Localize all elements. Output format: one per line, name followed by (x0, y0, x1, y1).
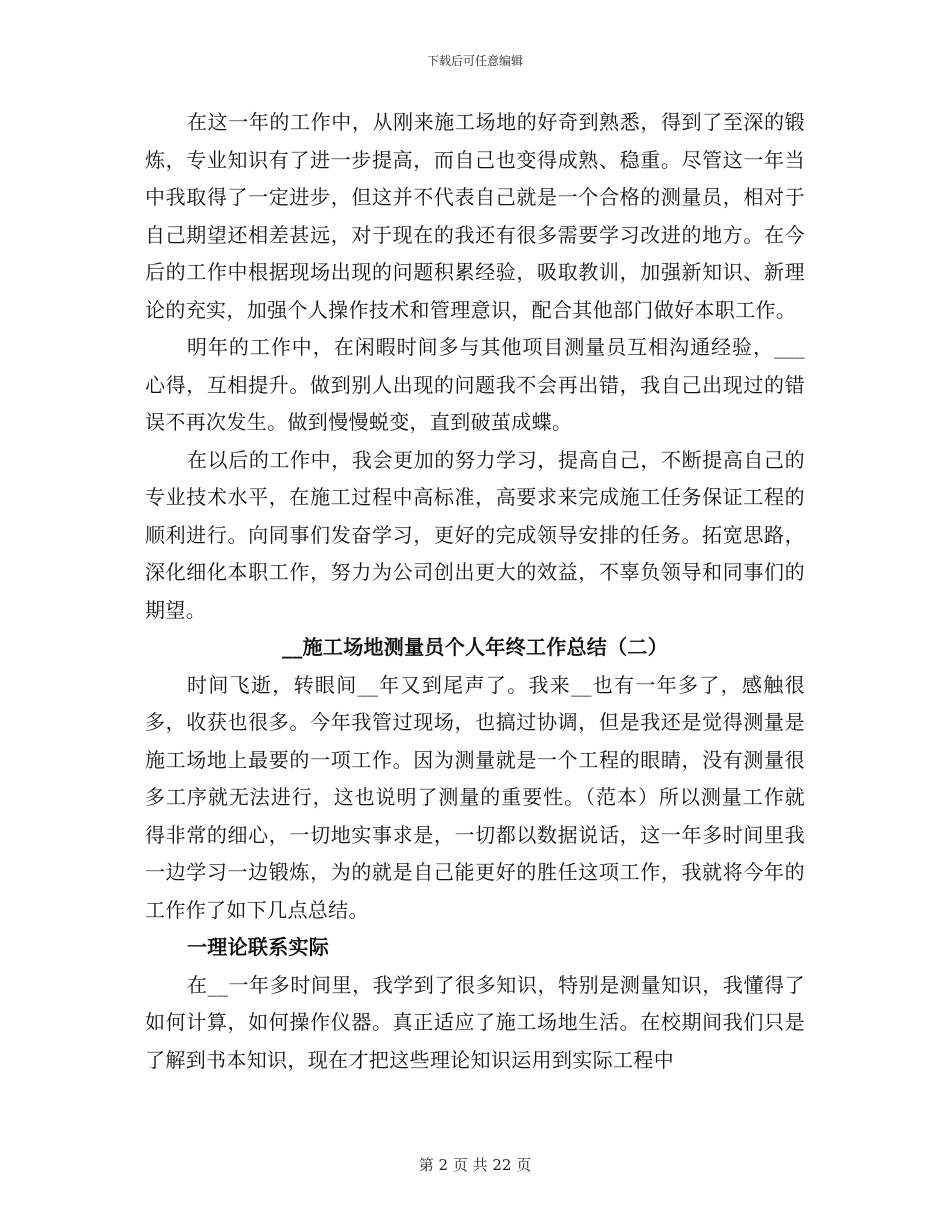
subheading: 一理论联系实际 (187, 935, 330, 959)
page-number: 第 2 页 共 22 页 (418, 1156, 532, 1174)
paragraph-5: 在__一年多时间里，我学到了很多知识，特别是测量知识，我懂得了如何计算，如何操作仪器。真正适应了施工场地生活。在校期间我们只是了解到书本知识，现在才把这些理论知识运用到实际工程中 (145, 972, 805, 1072)
paragraph-1: 在这一年的工作中，从刚来施工场地的好奇到熟悉，得到了至深的锻炼，专业知识有了进一步提高，而自己也变得成熟、稳重。尽管这一年当中我取得了一定进步，但这并不代表自己就是一个合格的测量员，相对于自己期望还相差甚远，对于现在的我还有很多需要学习改进的地方。在今后的工作中根据现场出现的问题积累经验，吸取教训，加强新知识、新理论的充实，加强个人操作技术和管理意识，配合其他部门做好本职工作。 (145, 110, 805, 322)
page-header: 下载后可任意编辑 (426, 54, 523, 68)
document-body (145, 104, 805, 1079)
paragraph-4: 时间飞逝，转眼间__年又到尾声了。我来__也有一年多了，感触很多，收获也很多。今年我管过现场，也搞过协调，但是我还是觉得测量是施工场地上最要的一项工作。因为测量就是一个工程的眼睛，没有测量很多工序就无法进行，这也说明了测量的重要性。（范本）所以测量工作就得非常的细心，一切地实事求是，一切都以数据说话，这一年多时间里我一边学习一边锻炼，为的就是自己能更好的胜任这项工作，我就将今年的工作作了如下几点总结。 (145, 672, 805, 922)
paragraph-2: 明年的工作中，在闲暇时间多与其他项目测量员互相沟通经验，___心得，互相提升。做到别人出现的问题我不会再出错，我自己出现过的错误不再次发生。做到慢慢蜕变，直到破茧成蝶。 (145, 335, 805, 434)
paragraph-3: 在以后的工作中，我会更加的努力学习，提高自己，不断提高自己的专业技术水平，在施工过程中高标准，高要求来完成施工任务保证工程的顺利进行。向同事们发奋学习，更好的完成领导安排的任务。拓宽思路，深化细化本职工作，努力为公司创出更大的效益，不辜负领导和同事们的期望。 (145, 447, 805, 622)
section-title: __施工场地测量员个人年终工作总结（二） (282, 635, 668, 659)
